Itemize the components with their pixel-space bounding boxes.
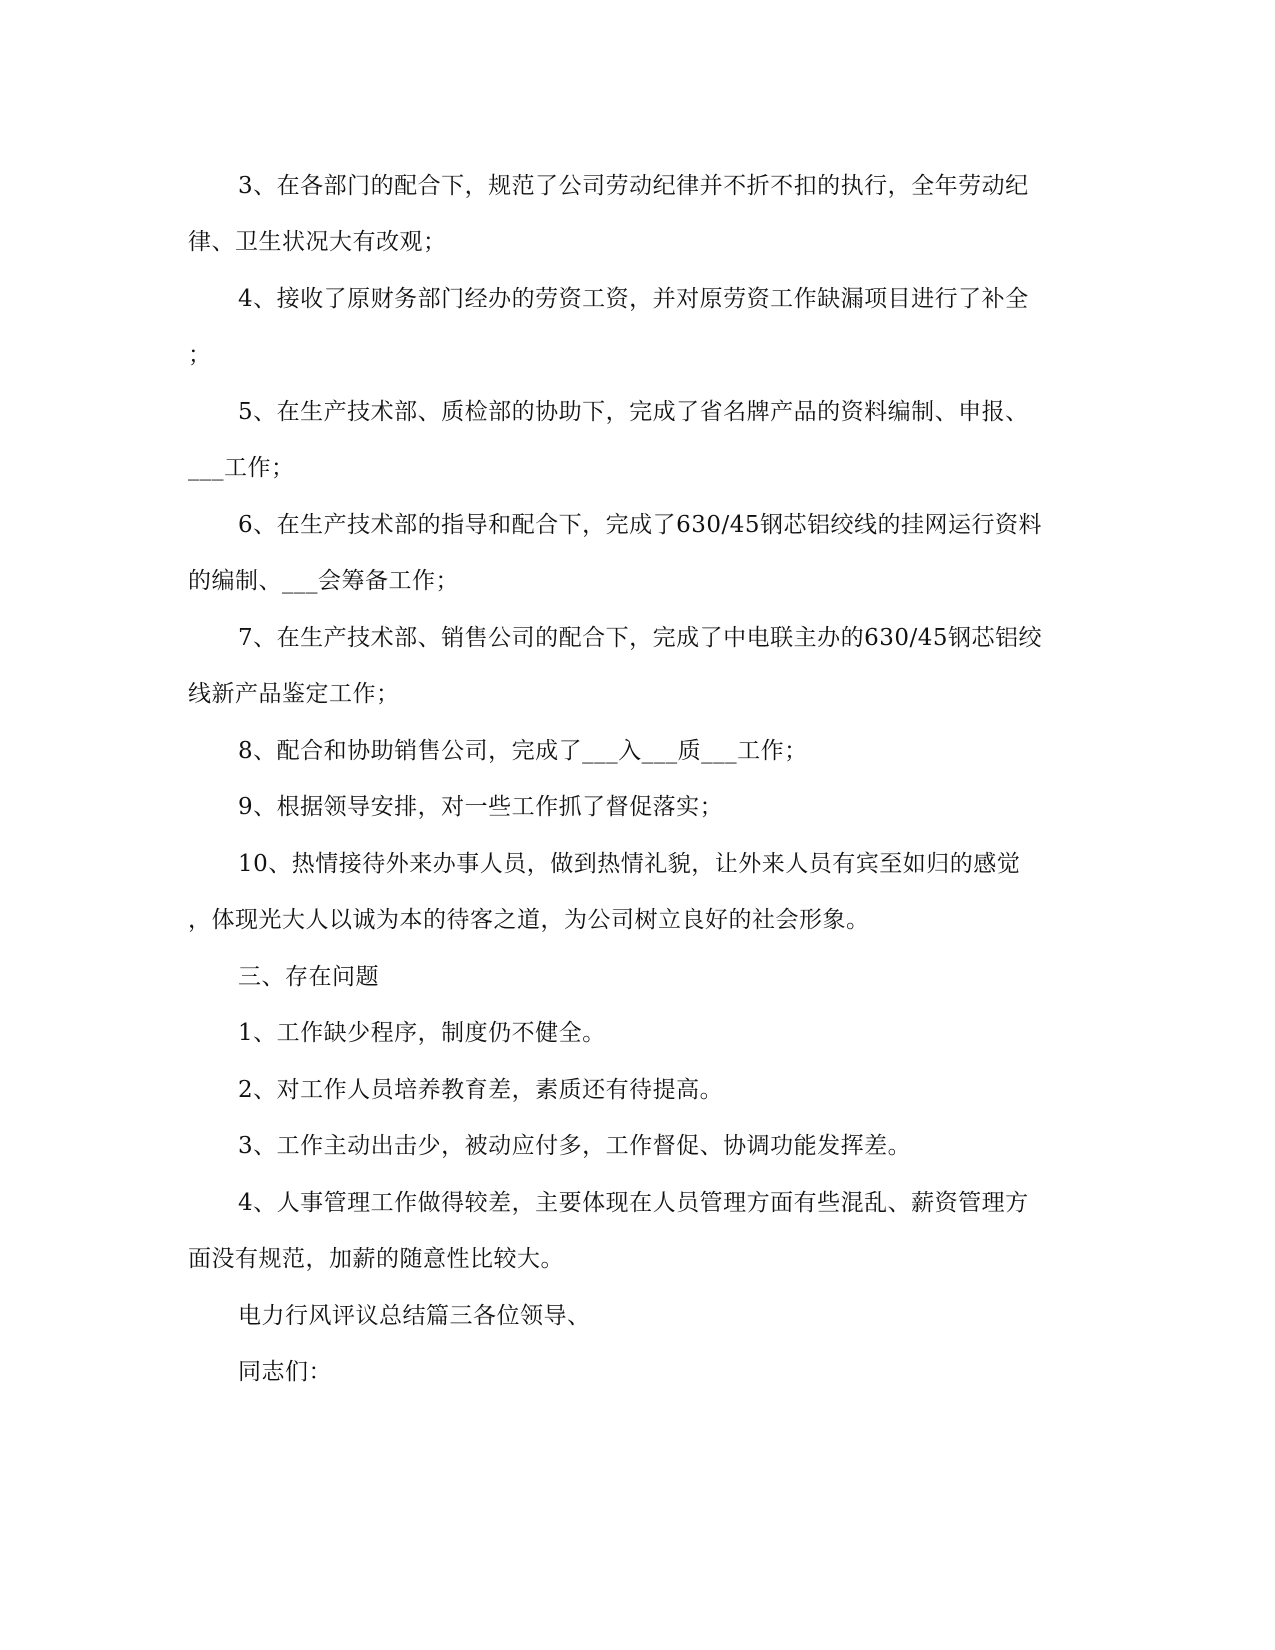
item-10-line-1: 10、热情接待外来办事人员，做到热情礼貌，让外来人员有宾至如归的感觉 xyxy=(238,851,1021,877)
item-10-line-2: ，体现光大人以诚为本的待客之道，为公司树立良好的社会形象。 xyxy=(188,907,870,933)
item-4-line-2: ； xyxy=(188,342,212,368)
section-heading-problems: 三、存在问题 xyxy=(238,964,379,990)
article-heading: 电力行风评议总结篇三各位领导、 xyxy=(238,1303,591,1329)
item-3-line-2: 律、卫生状况大有改观； xyxy=(188,229,447,255)
salutation: 同志们： xyxy=(238,1359,332,1385)
item-8-line: 8、配合和协助销售公司，完成了___入___质___工作； xyxy=(238,738,808,764)
item-7-line-2: 线新产品鉴定工作； xyxy=(188,681,400,707)
item-4-line-1: 4、接收了原财务部门经办的劳资工资，并对原劳资工作缺漏项目进行了补全 xyxy=(238,286,1029,312)
item-6-line-1: 6、在生产技术部的指导和配合下，完成了630/45钢芯铝绞线的挂网运行资料 xyxy=(238,512,1043,538)
problem-4-line-2: 面没有规范，加薪的随意性比较大。 xyxy=(188,1246,564,1272)
item-3-line-1: 3、在各部门的配合下，规范了公司劳动纪律并不折不扣的执行，全年劳动纪 xyxy=(238,173,1029,199)
item-6-line-2: 的编制、___会筹备工作； xyxy=(188,568,459,594)
item-9-line: 9、根据领导安排，对一些工作抓了督促落实； xyxy=(238,794,724,820)
problem-3-line: 3、工作主动出击少，被动应付多，工作督促、协调功能发挥差。 xyxy=(238,1133,912,1159)
item-5-line-2: ___工作； xyxy=(188,455,295,481)
problem-1-line: 1、工作缺少程序，制度仍不健全。 xyxy=(238,1020,606,1046)
item-5-line-1: 5、在生产技术部、质检部的协助下，完成了省名牌产品的资料编制、申报、 xyxy=(238,399,1029,425)
problem-2-line: 2、对工作人员培养教育差，素质还有待提高。 xyxy=(238,1077,724,1103)
problem-4-line-1: 4、人事管理工作做得较差，主要体现在人员管理方面有些混乱、薪资管理方 xyxy=(238,1190,1029,1216)
item-7-line-1: 7、在生产技术部、销售公司的配合下，完成了中电联主办的630/45钢芯铝绞 xyxy=(238,625,1043,651)
